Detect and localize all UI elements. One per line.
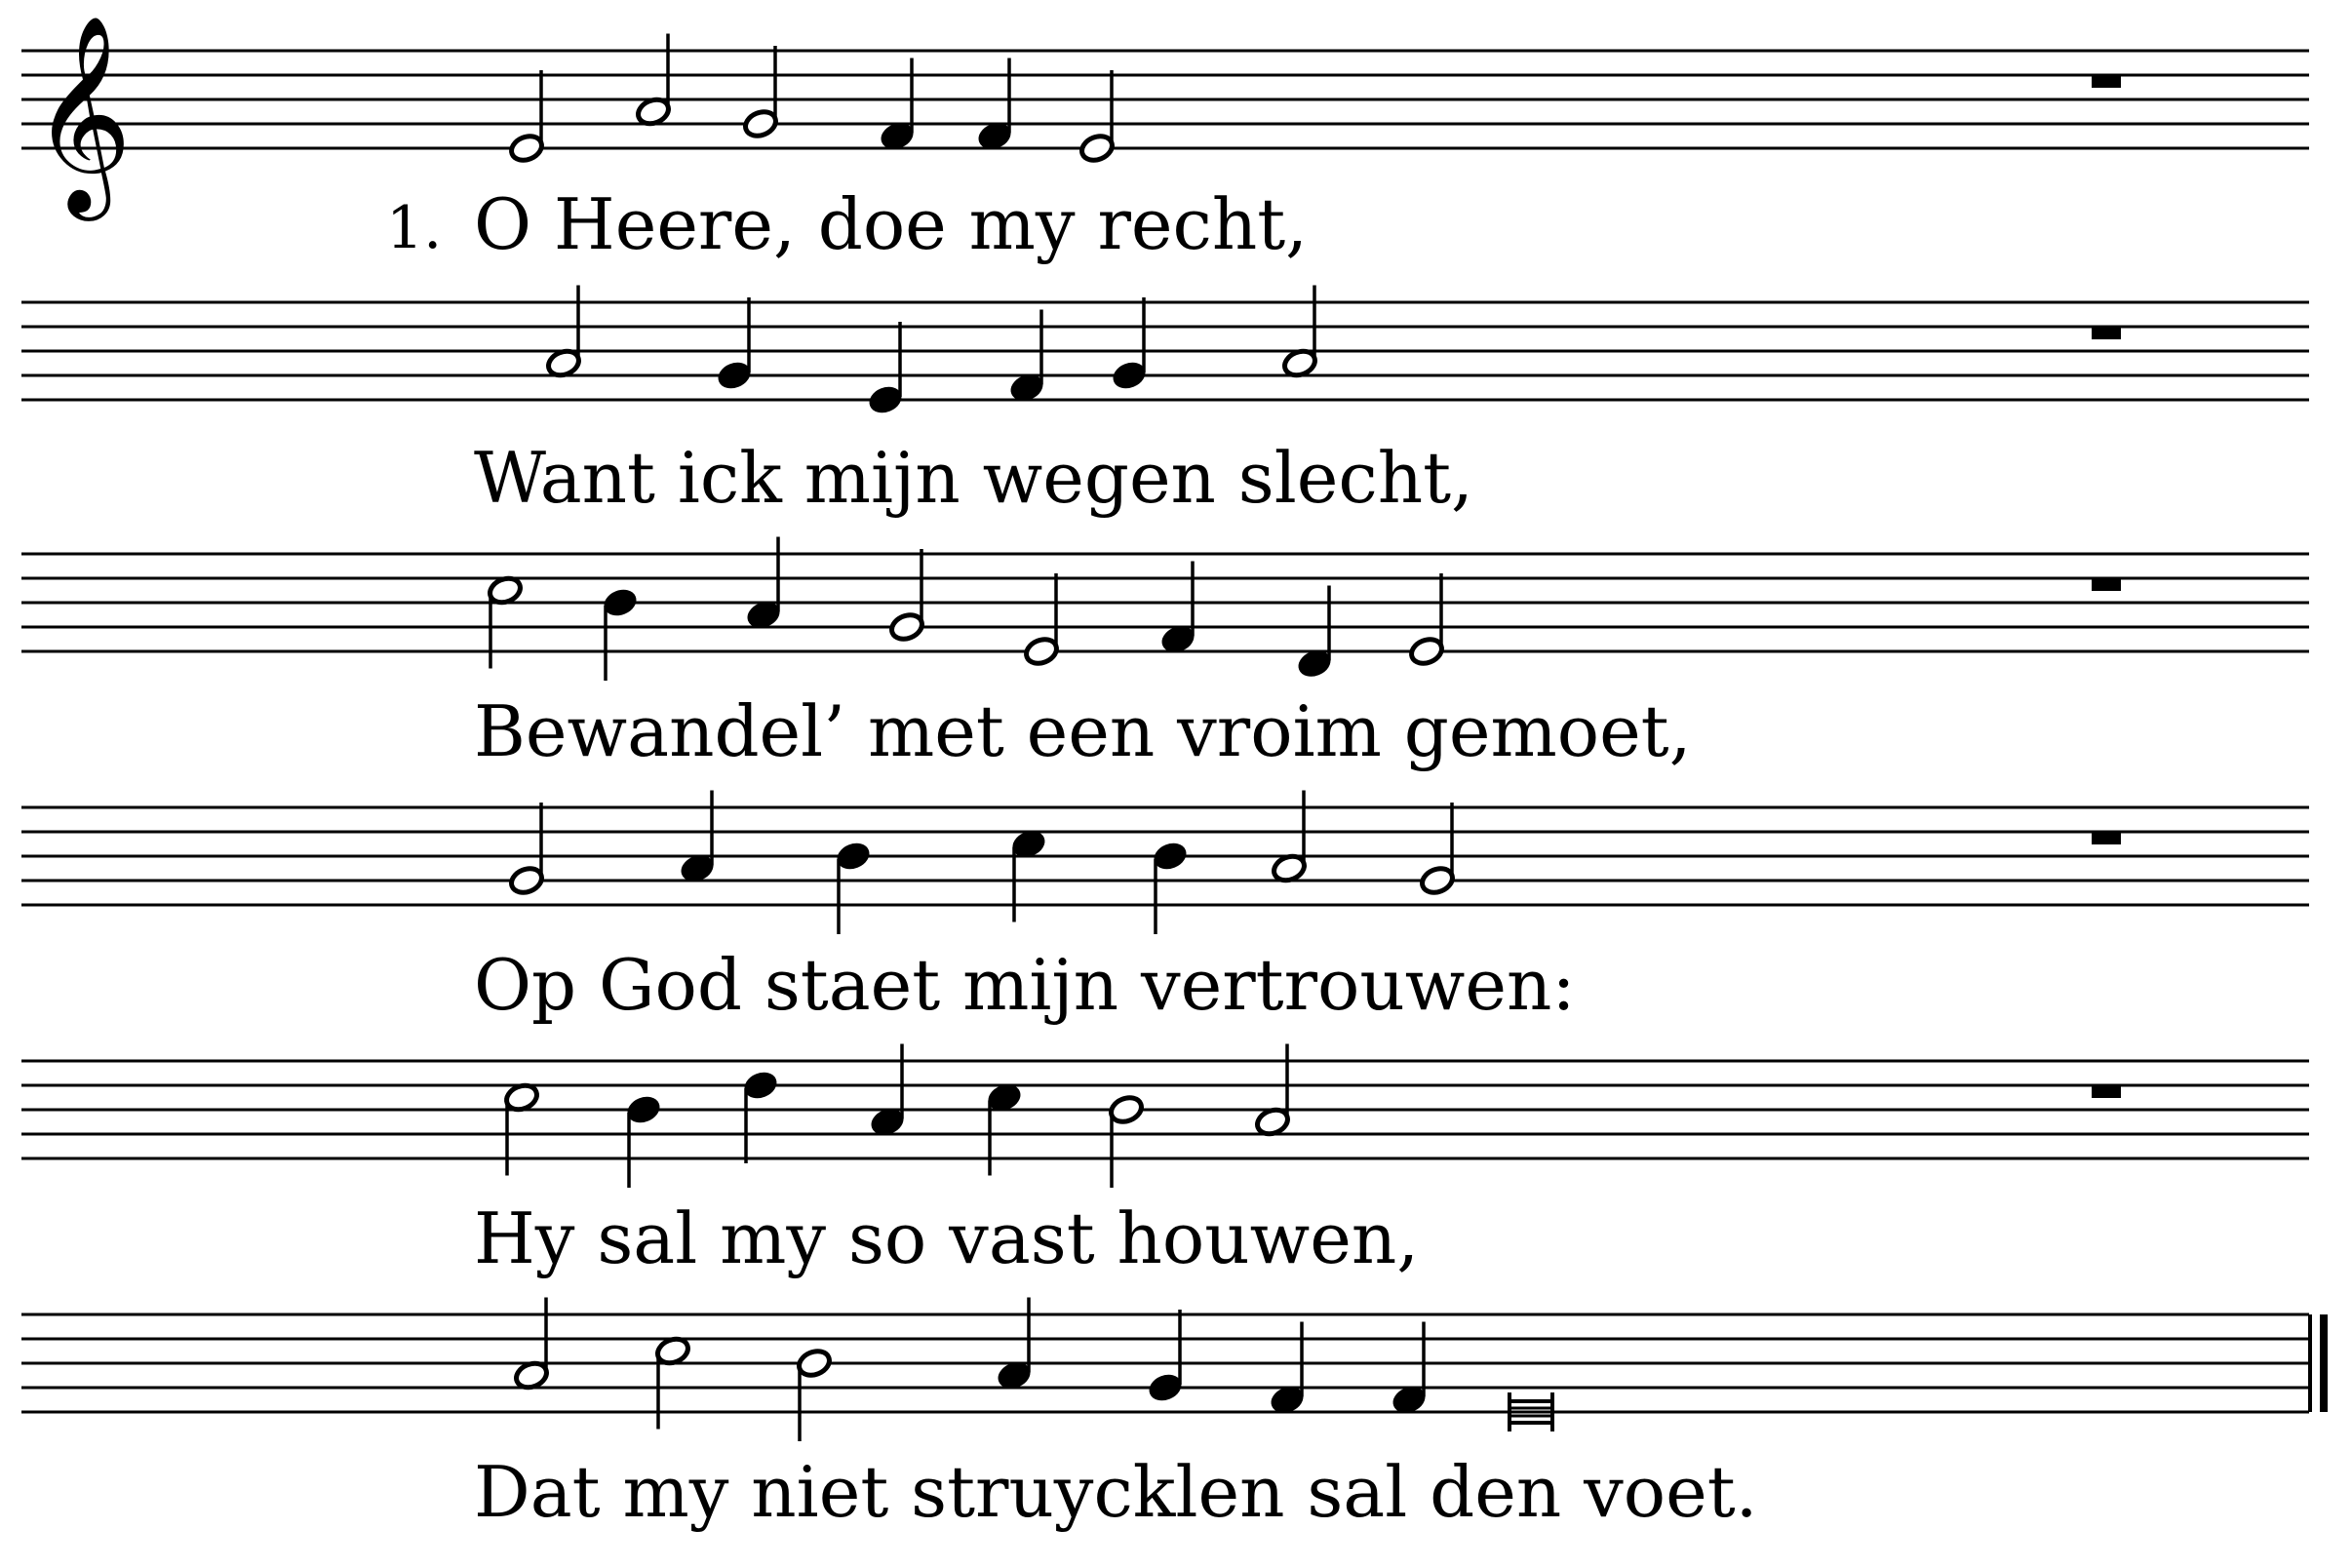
- lyric-line-3: Bewandel’ met een vroim gemoet,: [474, 690, 1692, 772]
- lyric-line-5: Hy sal my so vast houwen,: [474, 1197, 1420, 1279]
- half-rest: [2092, 327, 2121, 339]
- staff-1: [21, 51, 2309, 148]
- verse-number: 1.: [386, 194, 443, 262]
- half-rest: [2092, 1085, 2121, 1098]
- half-rest: [2092, 578, 2121, 591]
- lyric-line-1: O Heere, doe my recht,: [474, 183, 1309, 265]
- staff-5: [21, 1061, 2309, 1158]
- lyric-line-2: Want ick mijn wegen slecht,: [474, 437, 1473, 519]
- lyric-line-6: Dat my niet struycklen sal den voet.: [474, 1451, 1758, 1533]
- lyric-line-4: Op God staet mijn vertrouwen:: [474, 944, 1576, 1026]
- half-rest: [2092, 75, 2121, 88]
- treble-clef: 𝄞: [31, 15, 133, 213]
- half-rest: [2092, 832, 2121, 844]
- final-barline-thick: [2320, 1314, 2328, 1412]
- staff-2: [21, 302, 2309, 400]
